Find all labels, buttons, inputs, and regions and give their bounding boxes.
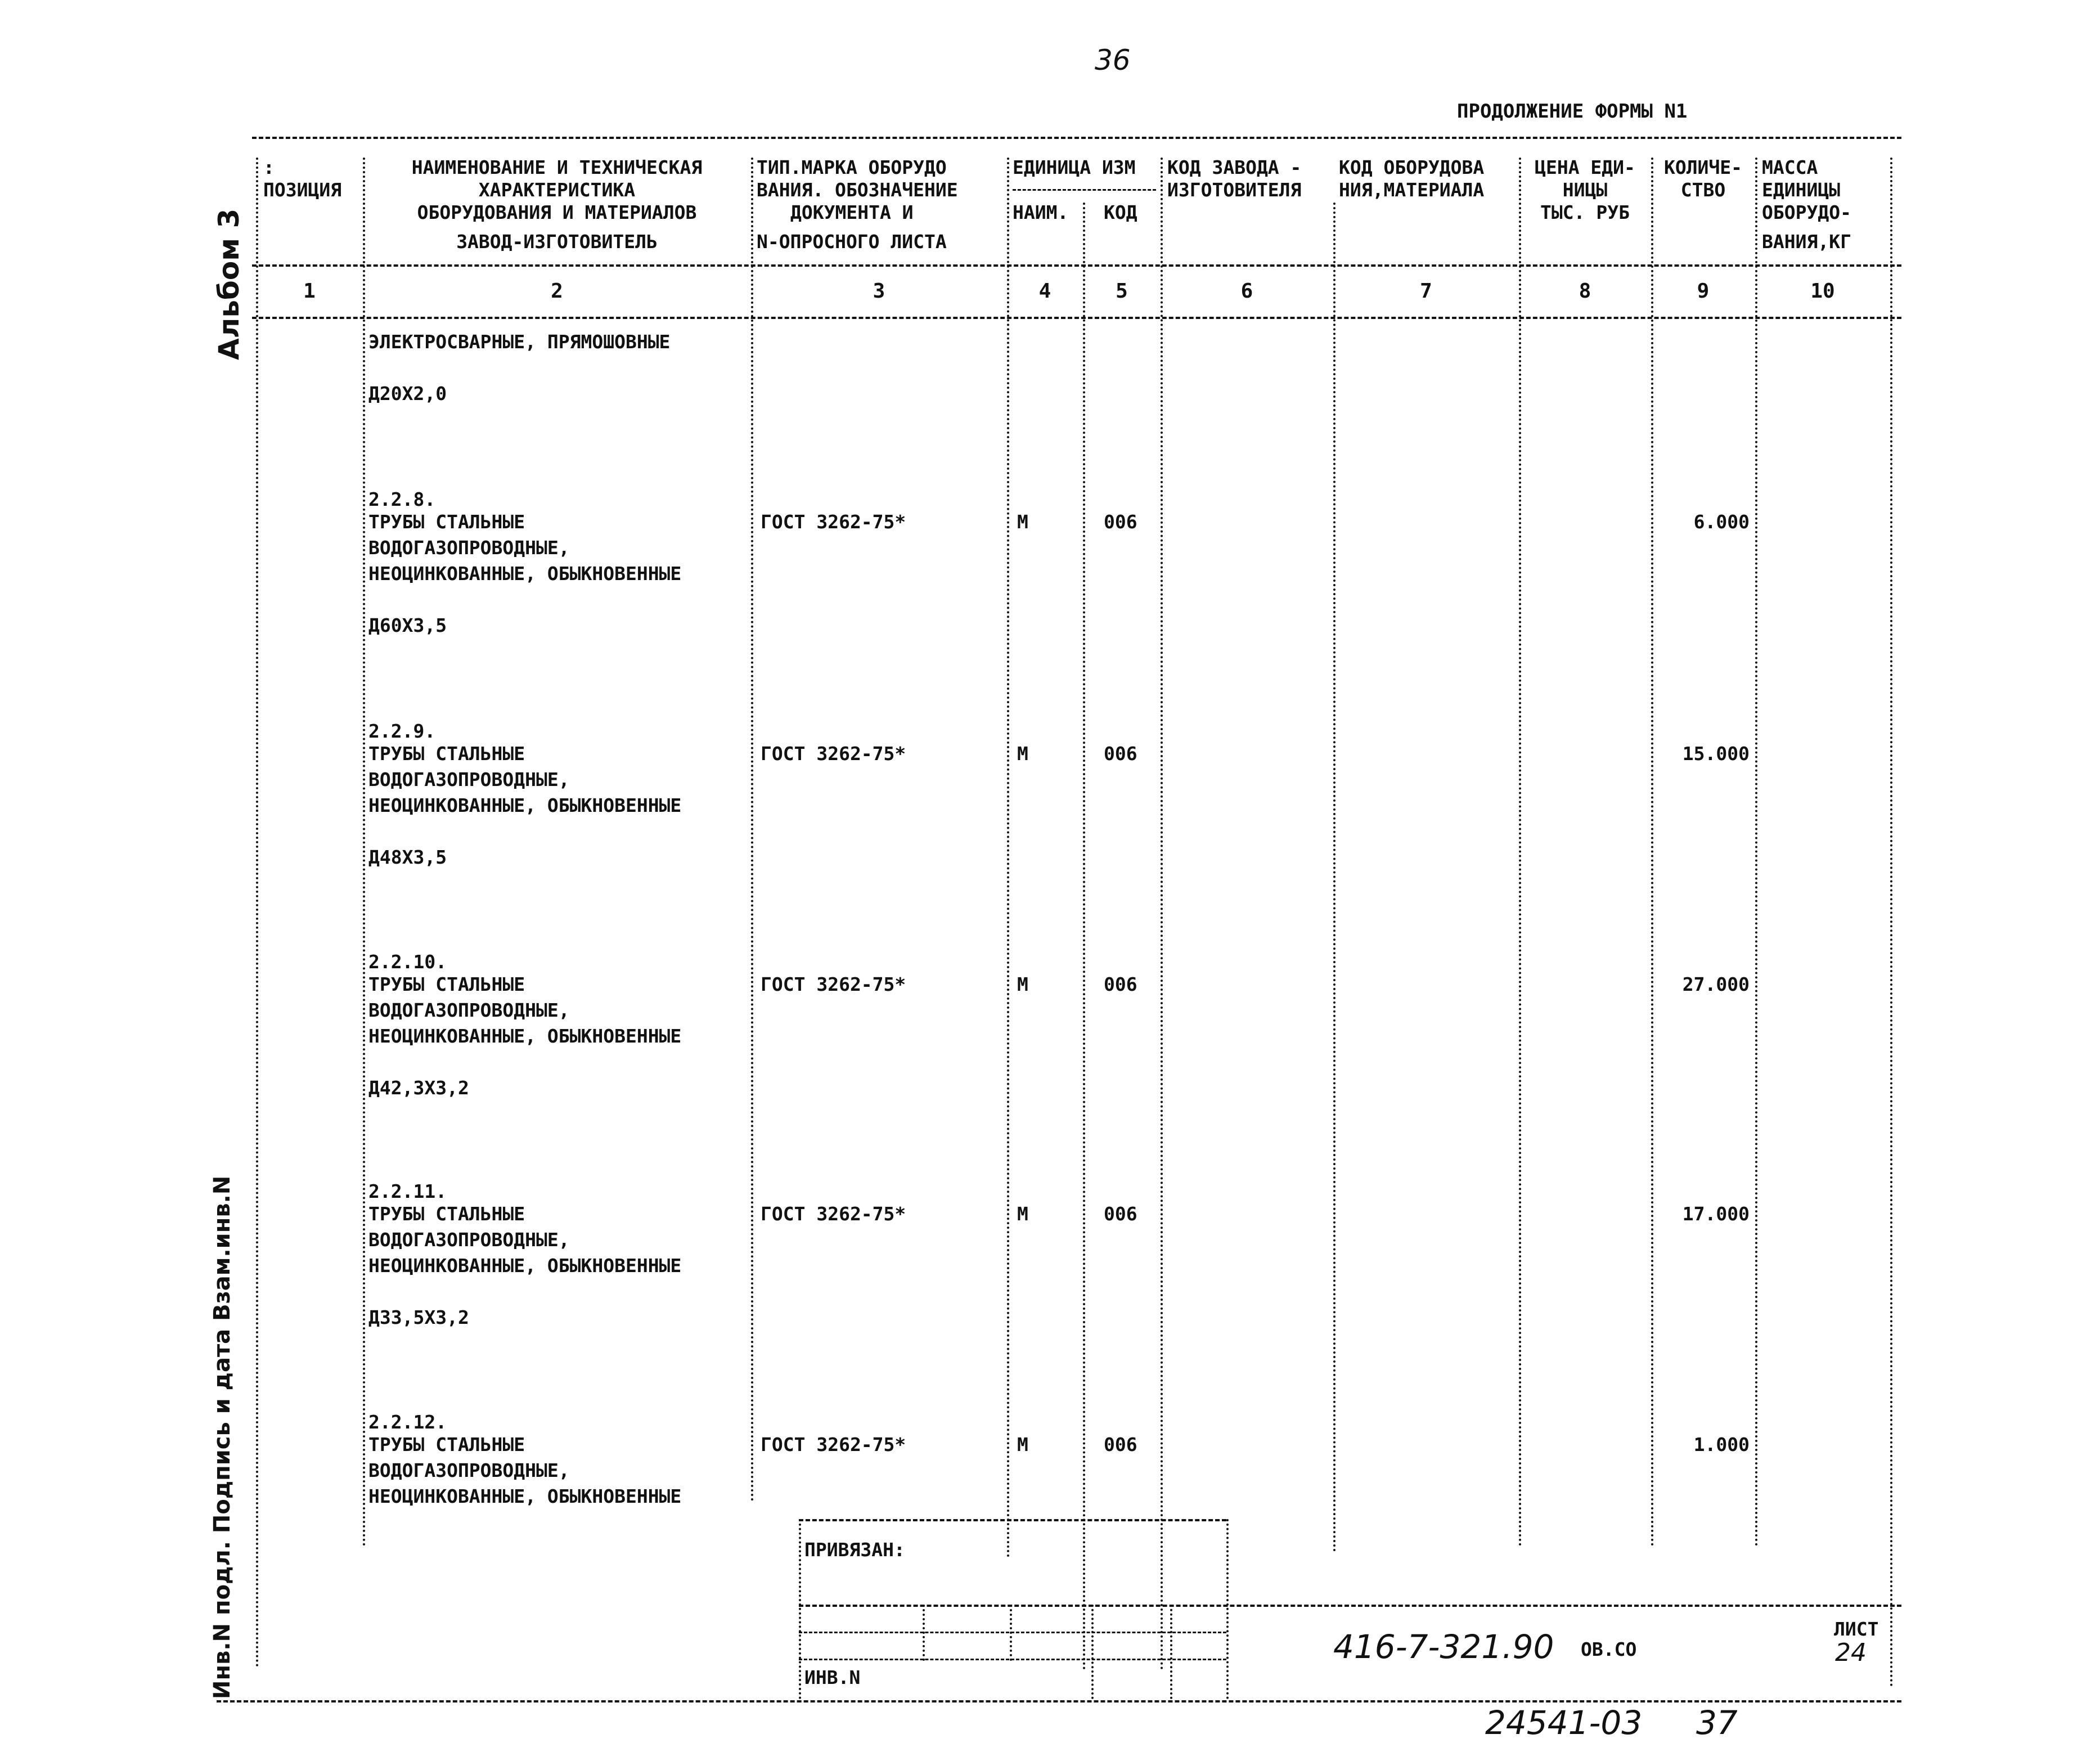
stamp-right-line — [1226, 1519, 1229, 1699]
footer-page: 37 — [1696, 1704, 1738, 1742]
header-col1-line1: : — [263, 156, 275, 178]
row3-doc: ГОСТ 3262-75* — [761, 973, 906, 995]
row3-unit-code: 006 — [1104, 973, 1137, 995]
header-col9-line1: КОЛИЧЕ- — [1663, 156, 1743, 178]
row4-unit-name: М — [1017, 1203, 1028, 1225]
row2-unit-name: М — [1017, 743, 1028, 765]
row2-name-line2: ВОДОГАЗОПРОВОДНЫЕ, — [368, 769, 570, 790]
row4-unit-code: 006 — [1104, 1203, 1137, 1225]
row2-unit-code: 006 — [1104, 743, 1137, 765]
row2-quantity: 15.000 — [1682, 743, 1750, 765]
row3-name-line1: ТРУБЫ СТАЛЬНЫЕ — [368, 973, 525, 995]
footer-number: 24541-03 — [1485, 1704, 1643, 1742]
header-col8-line1: ЦЕНА ЕДИ- — [1535, 156, 1635, 178]
row3-quantity: 27.000 — [1682, 973, 1750, 995]
row1-name-line1: ТРУБЫ СТАЛЬНЫЕ — [368, 511, 525, 533]
row2-name-line3: НЕОЦИНКОВАННЫЕ, ОБЫКНОВЕННЫЕ — [368, 794, 682, 816]
row1-position: 2.2.8. — [368, 488, 436, 510]
row5-name-line1: ТРУБЫ СТАЛЬНЫЕ — [368, 1434, 525, 1455]
header-col1-line2: ПОЗИЦИЯ — [263, 179, 342, 201]
album-label: Альбом 3 — [213, 208, 245, 360]
col-line-0 — [256, 158, 258, 1668]
row1-unit-name: М — [1017, 511, 1028, 533]
header-col8-line3: ТЫС. РУБ — [1540, 201, 1630, 223]
stamp-side-label: Инв.N подл. Подпись и дата Взам.инв.N — [209, 1175, 235, 1699]
row4-position: 2.2.11. — [368, 1180, 447, 1202]
header-col2-line3: ОБОРУДОВАНИЯ И МАТЕРИАЛОВ — [417, 201, 697, 223]
column-number-rule — [252, 317, 1901, 319]
stamp-top-rule — [799, 1519, 1226, 1521]
row5-quantity: 1.000 — [1693, 1434, 1750, 1455]
colnum-4: 4 — [1038, 280, 1051, 303]
row3-name-line3: НЕОЦИНКОВАННЫЕ, ОБЫКНОВЕННЫЕ — [368, 1025, 682, 1047]
row1-quantity: 6.000 — [1693, 511, 1750, 533]
row3-name-line2: ВОДОГАЗОПРОВОДНЫЕ, — [368, 999, 570, 1021]
stamp-sheet-number: 24 — [1835, 1638, 1867, 1667]
header-col10-line2: ЕДИНИЦЫ — [1762, 179, 1841, 201]
header-col4: НАИМ. — [1013, 201, 1069, 223]
row1-name-line3: НЕОЦИНКОВАННЫЕ, ОБЫКНОВЕННЫЕ — [368, 563, 682, 585]
header-col8-line2: НИЦЫ — [1562, 179, 1608, 201]
header-col7-line2: НИЯ,МАТЕРИАЛА — [1339, 179, 1485, 201]
header-col6-line2: ИЗГОТОВИТЕЛЯ — [1167, 179, 1302, 201]
header-col9-line2: СТВО — [1680, 179, 1726, 201]
row1-name-line5: Д60Х3,5 — [368, 614, 447, 636]
row0-name-line1: ЭЛЕКТРОСВАРНЫЕ, ПРЯМОШОВНЫЕ — [368, 331, 671, 353]
colnum-7: 7 — [1420, 280, 1432, 303]
row0-name-line3: Д20Х2,0 — [368, 383, 447, 405]
row1-unit-code: 006 — [1104, 511, 1137, 533]
row3-unit-name: М — [1017, 973, 1028, 995]
colnum-2: 2 — [551, 280, 563, 303]
row4-name-line5: Д33,5Х3,2 — [368, 1306, 469, 1328]
colnum-9: 9 — [1697, 280, 1710, 303]
col-line-6 — [1333, 203, 1335, 1553]
header-col2-line1: НАИМЕНОВАНИЕ И ТЕХНИЧЕСКАЯ — [411, 156, 703, 178]
row1-doc: ГОСТ 3262-75* — [761, 511, 906, 533]
header-col10-line3: ОБОРУДО- — [1762, 201, 1851, 223]
col-line-3 — [1007, 158, 1009, 1558]
col-line-10 — [1890, 158, 1892, 1688]
row5-name-line3: НЕОЦИНКОВАННЫЕ, ОБЫКНОВЕННЫЕ — [368, 1485, 682, 1507]
col-line-5 — [1161, 158, 1163, 1671]
header-rule — [252, 264, 1901, 267]
stamp-inv: ИНВ.N — [804, 1666, 861, 1688]
page-number: 36 — [1095, 44, 1131, 77]
unit-split-rule — [1013, 189, 1156, 191]
stamp-cell-line-1 — [923, 1605, 925, 1661]
row5-doc: ГОСТ 3262-75* — [761, 1434, 906, 1455]
row4-name-line1: ТРУБЫ СТАЛЬНЫЕ — [368, 1203, 525, 1225]
colnum-5: 5 — [1116, 280, 1128, 303]
stamp-rule-2 — [799, 1632, 1226, 1633]
header-col10-line1: МАССА — [1762, 156, 1818, 178]
stamp-cell-line-4 — [1170, 1605, 1172, 1699]
header-col6-line1: КОД ЗАВОДА - — [1167, 156, 1302, 178]
row5-name-line2: ВОДОГАЗОПРОВОДНЫЕ, — [368, 1459, 570, 1481]
stamp-code: 416-7-321.90 — [1333, 1628, 1554, 1666]
col-line-1 — [363, 158, 365, 1547]
row2-name-line5: Д48Х3,5 — [368, 846, 447, 868]
stamp-rule-3 — [799, 1659, 1226, 1660]
stamp-code-suffix: ОВ.СО — [1581, 1638, 1637, 1660]
col-line-2 — [751, 158, 753, 1502]
table-bottom-rule — [217, 1700, 1901, 1702]
stamp-attached: ПРИВЯЗАН: — [804, 1539, 905, 1561]
row4-quantity: 17.000 — [1682, 1203, 1750, 1225]
row2-position: 2.2.9. — [368, 720, 436, 742]
stamp-sheet-label: ЛИСТ — [1834, 1618, 1879, 1640]
continuation-title: ПРОДОЛЖЕНИЕ ФОРМЫ N1 — [1457, 100, 1688, 123]
row1-name-line2: ВОДОГАЗОПРОВОДНЫЕ, — [368, 537, 570, 559]
stamp-cell-line-3 — [1091, 1605, 1094, 1699]
row5-unit-name: М — [1017, 1434, 1028, 1455]
row5-position: 2.2.12. — [368, 1411, 447, 1433]
header-col10-line4: ВАНИЯ,КГ — [1762, 231, 1851, 253]
row3-position: 2.2.10. — [368, 951, 447, 973]
header-col3-line3: ДОКУМЕНТА И — [790, 201, 914, 223]
stamp-rule-1 — [799, 1605, 1901, 1607]
col-line-9 — [1755, 158, 1757, 1547]
header-col3-line4: N-ОПРОСНОГО ЛИСТА — [757, 231, 947, 253]
row4-doc: ГОСТ 3262-75* — [761, 1203, 906, 1225]
header-col2-line4: ЗАВОД-ИЗГОТОВИТЕЛЬ — [456, 231, 658, 253]
row5-unit-code: 006 — [1104, 1434, 1137, 1455]
row2-doc: ГОСТ 3262-75* — [761, 743, 906, 765]
header-col7-line1: КОД ОБОРУДОВА — [1339, 156, 1485, 178]
col-line-7 — [1519, 158, 1521, 1547]
colnum-10: 10 — [1810, 280, 1835, 303]
stamp-cell-line-2 — [1010, 1605, 1012, 1661]
row4-name-line2: ВОДОГАЗОПРОВОДНЫЕ, — [368, 1229, 570, 1251]
header-col3-line1: ТИП.МАРКА ОБОРУДО — [757, 156, 947, 178]
header-unit-title: ЕДИНИЦА ИЗМ — [1013, 156, 1136, 178]
colnum-8: 8 — [1579, 280, 1591, 303]
row4-name-line3: НЕОЦИНКОВАННЫЕ, ОБЫКНОВЕННЫЕ — [368, 1255, 682, 1277]
colnum-6: 6 — [1240, 280, 1253, 303]
table-top-rule — [252, 137, 1901, 139]
colnum-1: 1 — [303, 280, 316, 303]
header-col5: КОД — [1104, 201, 1137, 223]
col-line-4 — [1083, 203, 1085, 1671]
stamp-left-line — [799, 1519, 801, 1699]
header-col3-line2: ВАНИЯ. ОБОЗНАЧЕНИЕ — [757, 179, 958, 201]
colnum-3: 3 — [873, 280, 885, 303]
header-col2-line2: ХАРАКТЕРИСТИКА — [478, 179, 636, 201]
row2-name-line1: ТРУБЫ СТАЛЬНЫЕ — [368, 743, 525, 765]
col-line-8 — [1651, 158, 1653, 1547]
row3-name-line5: Д42,3Х3,2 — [368, 1077, 469, 1099]
